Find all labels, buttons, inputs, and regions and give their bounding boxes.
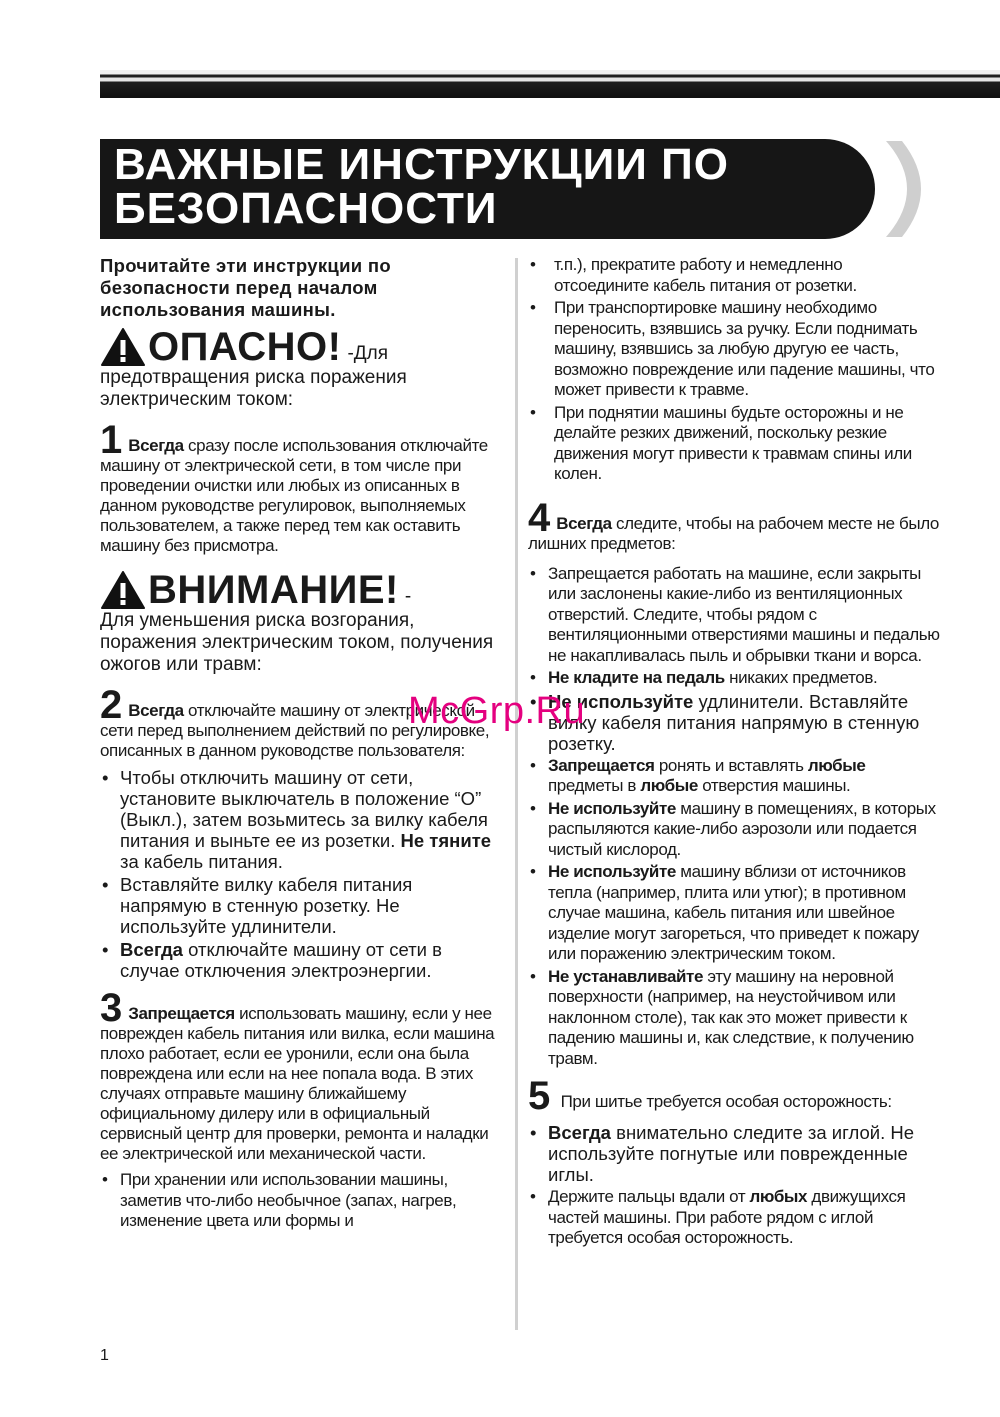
instruction-text: отключайте машину от электрической сети перед выполнением действий по регулировке, описанных в данном руководстве пользователя:	[100, 701, 490, 760]
caution-tail: -	[404, 586, 412, 607]
emphasis: Не тяните	[400, 830, 492, 851]
emphasis: Всегда	[556, 513, 612, 533]
emphasis: любых	[749, 1187, 808, 1206]
step-number: 1	[100, 418, 123, 462]
emphasis: Запрещается	[548, 755, 655, 775]
list-item	[100, 939, 500, 981]
list-item-text: Чтобы отключить машину от сети, установите выключатель в положение “O” (Выкл.), затем возьмитесь за вилку кабеля питания и выньте ее из розетки.	[120, 767, 488, 851]
emphasis: любые	[807, 755, 866, 775]
caution-heading	[100, 570, 500, 610]
instruction-1	[100, 418, 500, 556]
list-item	[528, 564, 940, 667]
emphasis: Не устанавливайте	[548, 966, 704, 986]
emphasis: Не используйте	[548, 798, 676, 818]
danger-heading	[100, 327, 500, 367]
danger-word: ОПАСНО!	[148, 325, 342, 369]
list-item	[100, 1170, 500, 1232]
list-item	[528, 1122, 940, 1185]
emphasis: Всегда	[120, 939, 183, 960]
emphasis: Всегда	[548, 1122, 611, 1143]
left-column	[100, 255, 500, 1244]
list-item	[528, 756, 940, 797]
instruction-2-list	[100, 767, 500, 981]
instruction-3	[100, 986, 500, 1164]
list-item	[528, 403, 940, 485]
danger-tail: -Для	[347, 343, 389, 364]
step-number: 4	[528, 495, 551, 540]
emphasis: Всегда	[128, 436, 184, 455]
caution-word: ВНИМАНИЕ!	[148, 568, 399, 612]
list-item-text: удлинители. Вставляйте вилку кабеля питания напрямую в стенную розетку.	[548, 690, 920, 754]
emphasis: Не кладите на педаль	[548, 668, 725, 687]
step-number: 2	[100, 683, 123, 727]
list-item-text: движущихся частей машины. При работе рядом с иглой требуется особая осторожность.	[548, 1187, 906, 1247]
list-item	[100, 874, 500, 937]
title-line-2: БЕЗОПАСНОСТИ	[114, 184, 498, 233]
emphasis: Всегда	[128, 701, 184, 720]
list-item-text: машину вблизи от источников тепла (например, плита или утюг); в противном случае машина, кабель питания или швейное изделие могут загореться, что приведет к пожару или поражению электрическим током.	[548, 862, 919, 963]
list-item-text: никаких предметов.	[724, 668, 878, 687]
list-item	[528, 799, 940, 861]
instruction-text: сразу после использования отключайте машину от электрической сети, в том числе при проведении очистки или любых из описанных в данном руководстве регулировок, выполняемых пользователем, а также перед тем как оставить машину без присмотра.	[100, 436, 488, 555]
list-item	[528, 668, 940, 689]
intro-text: Прочитайте эти инструкции по безопасности перед началом использования машины.	[100, 255, 391, 320]
list-item-text: отключайте машину от сети в случае отключения электроэнергии.	[120, 939, 442, 981]
list-item-continuation	[528, 255, 940, 296]
emphasis: любые	[640, 776, 698, 795]
list-item	[528, 862, 940, 965]
step-number: 5	[528, 1074, 551, 1118]
list-item	[528, 298, 940, 401]
list-item	[100, 767, 500, 872]
right-column	[528, 255, 940, 1261]
list-item-text: предметы в	[548, 776, 641, 795]
list-item-text: внимательно следите за иглой. Не используйте погнутые или поврежденные иглы.	[548, 1122, 915, 1185]
instruction-text: следите, чтобы на рабочем месте не было лишних предметов:	[528, 513, 939, 553]
list-item	[528, 691, 940, 754]
instruction-3-list	[100, 1170, 500, 1232]
list-item-text: При хранении или использовании машины, заметив что-либо необычное (запах, нагрев, изменение цвета или формы и	[120, 1170, 457, 1230]
page-number: 1	[100, 1347, 109, 1364]
danger-description: предотвращения риска поражения электрическим током:	[100, 367, 407, 410]
list-item	[528, 967, 940, 1070]
warning-triangle-icon	[100, 327, 146, 367]
list-item-text: машину в помещениях, в которых распыляются какие-либо аэрозоли или подается чистый кислород.	[548, 798, 936, 859]
list-item-text: т.п.), прекратите работу и немедленно отсоедините кабель питания от розетки.	[554, 255, 857, 295]
instruction-3-list-continued	[528, 255, 940, 485]
step-number: 3	[100, 986, 123, 1030]
caution-description: Для уменьшения риска возгорания, поражения электрическим током, получения ожогов или травм:	[100, 610, 494, 675]
warning-triangle-icon	[100, 570, 146, 610]
title-banner	[100, 139, 875, 239]
instruction-4	[528, 495, 940, 554]
instruction-5-list	[528, 1122, 940, 1249]
title-bracket-decoration	[880, 139, 930, 239]
column-divider	[515, 258, 518, 1330]
instruction-5	[528, 1074, 940, 1118]
list-item-text: отверстия машины.	[697, 776, 851, 795]
list-item-text: При поднятии машины будьте осторожны и не делайте резких движений, поскольку резкие движения могут привести к травмам спины или колен.	[554, 402, 912, 483]
list-item-text: эту машину на неровной поверхности (например, на неустойчивом или наклонном столе), так как это может привести к падению машины и, как следствие, к получению травм.	[548, 966, 914, 1068]
instruction-text: При шитье требуется особая осторожность:	[556, 1092, 892, 1111]
list-item	[528, 1187, 940, 1249]
instruction-text: использовать машину, если у нее поврежден кабель питания или вилка, если машина плохо работает, если ее уронили, если она была повреждена или если на нее попала вода. В этих случаях отправьте машину ближайшему официальному дилеру или в официальный сервисный центр для проверки, ремонта и наладки ее электрической или механической части.	[100, 1004, 495, 1163]
emphasis: Запрещается	[128, 1004, 235, 1023]
list-item-text: за кабель питания.	[120, 851, 283, 872]
header-stripe-bar	[100, 70, 1000, 98]
instruction-4-list	[528, 564, 940, 1070]
list-item-text: Запрещается работать на машине, если закрыты или заслонены какие-либо из вентиляционных отверстий. Следите, чтобы рядом с вентиляционными отверстиями машины и педалью не накапливалась пыль и обрывки ткани и ворса.	[548, 563, 940, 665]
watermark: McGrp.Ru	[408, 690, 586, 732]
emphasis: Не используйте	[548, 862, 676, 881]
list-item-text: Вставляйте вилку кабеля питания напрямую в стенную розетку. Не используйте удлинители.	[120, 874, 413, 937]
emphasis: Не используйте	[548, 690, 694, 712]
list-item-text: При транспортировке машину необходимо переносить, взявшись за ручку. Если поднимать машину, взявшись за любую другую ее часть, возможно повреждение или падение машины, что может привести к травме.	[554, 298, 935, 399]
list-item-text: ронять и вставлять	[654, 755, 808, 775]
title-line-1: ВАЖНЫЕ ИНСТРУКЦИИ ПО	[114, 140, 729, 189]
list-item-text: Держите пальцы вдали от	[548, 1187, 750, 1206]
page-title	[100, 139, 875, 231]
